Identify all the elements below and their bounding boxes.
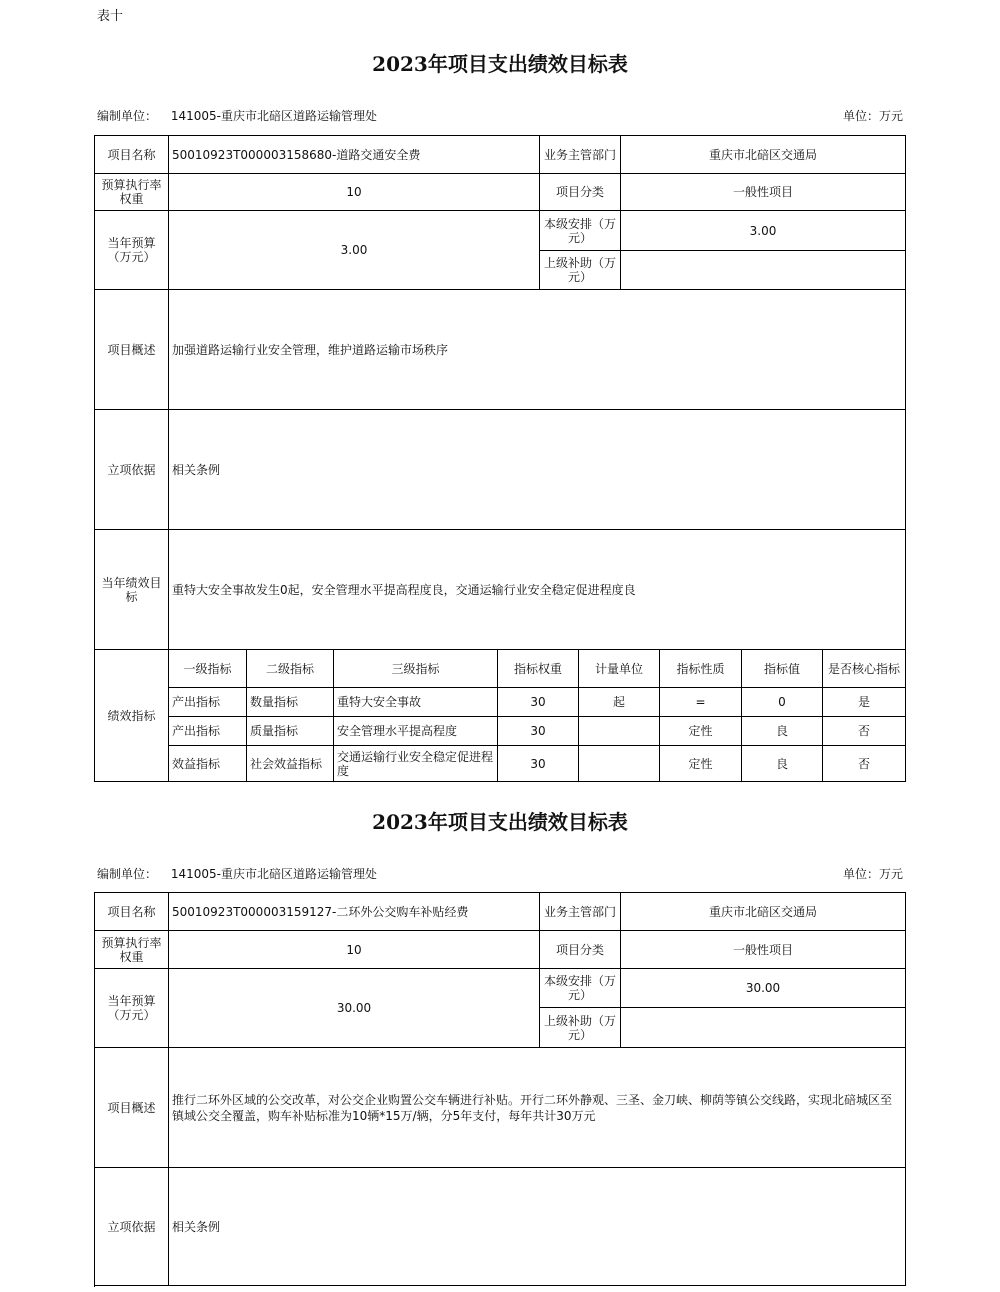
form1-category-label: 项目分类 [540, 174, 621, 211]
indicator-header: 指标性质 [660, 650, 742, 688]
indicator-cell: 定性 [660, 746, 742, 782]
form1-indicators-label: 绩效指标 [95, 650, 169, 782]
form2-overview-value: 推行二环外区域的公交改革，对公交企业购置公交车辆进行补贴。开行二环外静观、三圣、金刀峡、柳荫等镇公交线路，实现北碚城区至镇域公交全覆盖，购车补贴标准为10辆*15万/辆，分5年支付，每年共计30万元 [169, 1048, 906, 1168]
form2-local-label: 本级安排（万元） [540, 969, 621, 1008]
indicator-cell: 产出指标 [169, 717, 247, 746]
form1-unit-label: 编制单位： [97, 109, 158, 123]
form1-unit-value: 141005-重庆市北碚区道路运输管理处 [170, 109, 377, 123]
form2-weight-value: 10 [169, 931, 540, 969]
form1-local-label: 本级安排（万元） [540, 211, 621, 251]
form1-dept-value: 重庆市北碚区交通局 [621, 136, 906, 174]
form2-weight-label: 预算执行率权重 [95, 931, 169, 969]
form2-project-name-value: 50010923T000003159127-二环外公交购车补贴经费 [169, 893, 540, 931]
form1-dept-label: 业务主管部门 [540, 136, 621, 174]
form2-subsidy-value [621, 1008, 906, 1048]
indicator-cell [579, 746, 660, 782]
form2-title: 2023年项目支出绩效目标表 [372, 810, 628, 834]
form1-overview-label: 项目概述 [95, 290, 169, 410]
form1-currency: 单位：万元 [842, 109, 903, 123]
form1-basis-value: 相关条例 [169, 410, 906, 530]
indicator-cell: 起 [579, 688, 660, 717]
form2-unit-label: 编制单位： [97, 867, 158, 881]
form1-table [94, 135, 906, 782]
form2-overview-label: 项目概述 [95, 1048, 169, 1168]
form1-subsidy-value [621, 251, 906, 290]
form1-subsidy-label: 上级补助（万元） [540, 251, 621, 290]
form2-dept-label: 业务主管部门 [540, 893, 621, 931]
form1-project-name-label: 项目名称 [95, 136, 169, 174]
indicator-cell: 否 [823, 717, 906, 746]
indicator-cell: 30 [498, 746, 579, 782]
indicator-header: 指标值 [742, 650, 823, 688]
form1-goal-value: 重特大安全事故发生0起，安全管理水平提高程度良，交通运输行业安全稳定促进程度良 [169, 530, 906, 650]
indicator-cell [579, 717, 660, 746]
indicator-cell: 重特大安全事故 [334, 688, 498, 717]
form1-basis-label: 立项依据 [95, 410, 169, 530]
form1-budget-label: 当年预算（万元） [95, 211, 169, 290]
form1-weight-label: 预算执行率权重 [95, 174, 169, 211]
indicator-cell: 良 [742, 746, 823, 782]
form2-subsidy-label: 上级补助（万元） [540, 1008, 621, 1048]
indicator-cell: 30 [498, 717, 579, 746]
indicator-cell: 是 [823, 688, 906, 717]
form1-project-name-value: 50010923T000003158680-道路交通安全费 [169, 136, 540, 174]
indicator-header: 三级指标 [334, 650, 498, 688]
form2-category-label: 项目分类 [540, 931, 621, 969]
form1-title: 2023年项目支出绩效目标表 [372, 52, 628, 76]
form2-dept-value: 重庆市北碚区交通局 [621, 893, 906, 931]
form2-project-name-label: 项目名称 [95, 893, 169, 931]
indicator-cell: = [660, 688, 742, 717]
indicator-cell: 良 [742, 717, 823, 746]
form2-budget-value: 30.00 [169, 969, 540, 1048]
form2-table [94, 892, 906, 1287]
indicator-header: 指标权重 [498, 650, 579, 688]
indicator-cell: 社会效益指标 [247, 746, 334, 782]
form2-budget-label: 当年预算（万元） [95, 969, 169, 1048]
form1-goal-label: 当年绩效目标 [95, 530, 169, 650]
form2-category-value: 一般性项目 [621, 931, 906, 969]
indicator-cell: 定性 [660, 717, 742, 746]
form1-overview-value: 加强道路运输行业安全管理，维护道路运输市场秩序 [169, 290, 906, 410]
indicator-cell: 数量指标 [247, 688, 334, 717]
indicator-cell: 否 [823, 746, 906, 782]
indicator-header: 二级指标 [247, 650, 334, 688]
indicator-cell: 0 [742, 688, 823, 717]
form2-basis-value: 相关条例 [169, 1168, 906, 1286]
form2-local-value: 30.00 [621, 969, 906, 1008]
indicator-cell: 30 [498, 688, 579, 717]
form1-weight-value: 10 [169, 174, 540, 211]
form1-budget-value: 3.00 [169, 211, 540, 290]
table-number-label: 表十 [97, 9, 124, 24]
form1-local-value: 3.00 [621, 211, 906, 251]
indicator-header: 计量单位 [579, 650, 660, 688]
indicator-header: 一级指标 [169, 650, 247, 688]
form2-currency: 单位：万元 [842, 867, 903, 881]
indicator-cell: 质量指标 [247, 717, 334, 746]
indicator-cell: 交通运输行业安全稳定促进程度 [334, 746, 498, 782]
indicator-header: 是否核心指标 [823, 650, 906, 688]
form2-meta-row [97, 865, 903, 882]
form2-basis-label: 立项依据 [95, 1168, 169, 1286]
form2-unit-value: 141005-重庆市北碚区道路运输管理处 [170, 867, 377, 881]
form1-category-value: 一般性项目 [621, 174, 906, 211]
form1-meta-row [97, 107, 903, 124]
indicator-cell: 安全管理水平提高程度 [334, 717, 498, 746]
indicator-cell: 产出指标 [169, 688, 247, 717]
indicator-cell: 效益指标 [169, 746, 247, 782]
